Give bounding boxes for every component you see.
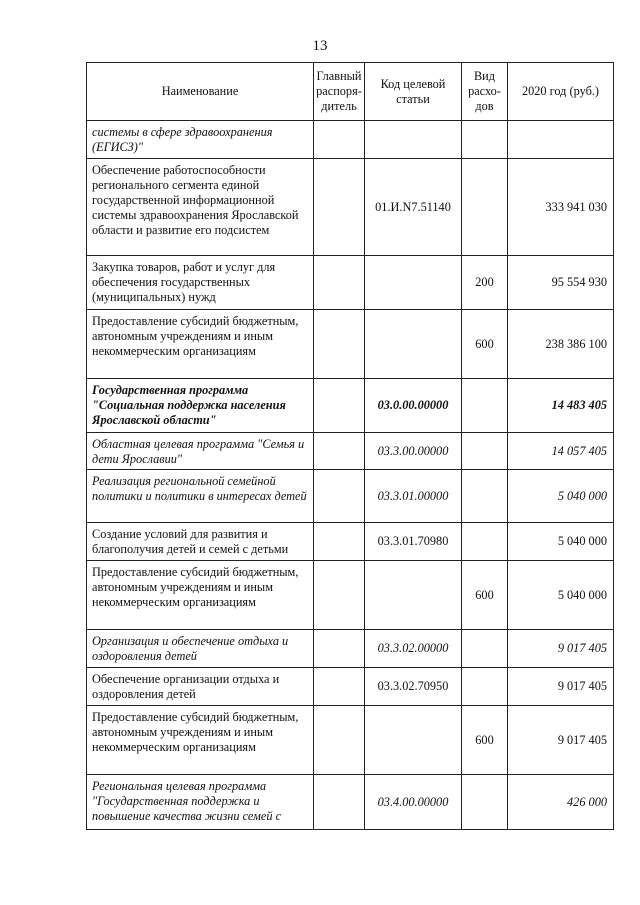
budget-table	[86, 62, 614, 830]
row-type	[462, 630, 508, 668]
row-amount: 426 000	[508, 775, 614, 830]
header-amount: 2020 год (руб.)	[508, 63, 614, 121]
row-admin	[314, 433, 365, 470]
row-admin	[314, 630, 365, 668]
row-type	[462, 523, 508, 561]
table-row	[87, 310, 614, 379]
table-row	[87, 523, 614, 561]
table-row	[87, 706, 614, 775]
row-amount: 238 386 100	[508, 310, 614, 379]
row-name: Закупка товаров, работ и услуг для обеспечения государственных (муниципальных) нужд	[87, 256, 314, 310]
row-admin	[314, 310, 365, 379]
row-admin	[314, 668, 365, 706]
row-admin	[314, 121, 365, 159]
row-name: Государственная программа "Социальная поддержка населения Ярославской области"	[87, 379, 314, 433]
row-amount: 9 017 405	[508, 706, 614, 775]
row-name: Областная целевая программа "Семья и дети Ярославии"	[87, 433, 314, 470]
table-row	[87, 775, 614, 830]
table-row	[87, 561, 614, 630]
page-number: 13	[312, 38, 328, 54]
table-row	[87, 470, 614, 523]
table-row	[87, 159, 614, 256]
row-code	[365, 310, 462, 379]
table-header-row	[87, 63, 614, 121]
row-type	[462, 775, 508, 830]
table-row	[87, 379, 614, 433]
row-code: 03.3.01.00000	[365, 470, 462, 523]
row-amount: 14 057 405	[508, 433, 614, 470]
row-code: 03.4.00.00000	[365, 775, 462, 830]
row-type: 600	[462, 706, 508, 775]
row-name: Региональная целевая программа "Государственная поддержка и повышение качества жизни семей с	[87, 775, 314, 830]
row-amount: 14 483 405	[508, 379, 614, 433]
header-admin: Главный распоря-дитель	[314, 63, 365, 121]
row-amount: 95 554 930	[508, 256, 614, 310]
row-code	[365, 561, 462, 630]
row-name: Организация и обеспечение отдыха и оздоровления детей	[87, 630, 314, 668]
header-code: Код целевой статьи	[365, 63, 462, 121]
row-admin	[314, 379, 365, 433]
row-type	[462, 433, 508, 470]
row-code: 03.3.02.00000	[365, 630, 462, 668]
table-row	[87, 433, 614, 470]
row-amount: 5 040 000	[508, 470, 614, 523]
row-type: 600	[462, 310, 508, 379]
row-name: Обеспечение работоспособности регионального сегмента единой государственной информационной системы здравоохранения Ярославской области и развитие его подсистем	[87, 159, 314, 256]
row-admin	[314, 706, 365, 775]
header-name: Наименование	[87, 63, 314, 121]
header-type: Вид расхо-дов	[462, 63, 508, 121]
row-amount: 9 017 405	[508, 668, 614, 706]
row-code: 03.3.01.70980	[365, 523, 462, 561]
row-type	[462, 121, 508, 159]
row-amount: 9 017 405	[508, 630, 614, 668]
row-admin	[314, 775, 365, 830]
row-amount: 333 941 030	[508, 159, 614, 256]
row-admin	[314, 159, 365, 256]
row-type	[462, 159, 508, 256]
row-type: 200	[462, 256, 508, 310]
row-name: Реализация региональной семейной политики и политики в интересах детей	[87, 470, 314, 523]
row-type	[462, 379, 508, 433]
row-type	[462, 470, 508, 523]
row-name: системы в сфере здравоохранения (ЕГИСЗ)"	[87, 121, 314, 159]
row-name: Обеспечение организации отдыха и оздоровления детей	[87, 668, 314, 706]
row-code: 01.И.N7.51140	[365, 159, 462, 256]
row-code: 03.3.00.00000	[365, 433, 462, 470]
row-name: Предоставление субсидий бюджетным, автономным учреждениям и иным некоммерческим организациям	[87, 706, 314, 775]
row-name: Предоставление субсидий бюджетным, автономным учреждениям и иным некоммерческим организациям	[87, 310, 314, 379]
table-row	[87, 256, 614, 310]
table-row	[87, 668, 614, 706]
row-name: Создание условий для развития и благополучия детей и семей с детьми	[87, 523, 314, 561]
row-type: 600	[462, 561, 508, 630]
row-code: 03.3.02.70950	[365, 668, 462, 706]
table-row	[87, 630, 614, 668]
table-row	[87, 121, 614, 159]
row-code	[365, 256, 462, 310]
row-amount	[508, 121, 614, 159]
row-amount: 5 040 000	[508, 561, 614, 630]
row-code	[365, 121, 462, 159]
row-code: 03.0.00.00000	[365, 379, 462, 433]
row-admin	[314, 523, 365, 561]
row-admin	[314, 256, 365, 310]
row-amount: 5 040 000	[508, 523, 614, 561]
row-code	[365, 706, 462, 775]
row-admin	[314, 561, 365, 630]
row-name: Предоставление субсидий бюджетным, автономным учреждениям и иным некоммерческим организациям	[87, 561, 314, 630]
row-admin	[314, 470, 365, 523]
row-type	[462, 668, 508, 706]
